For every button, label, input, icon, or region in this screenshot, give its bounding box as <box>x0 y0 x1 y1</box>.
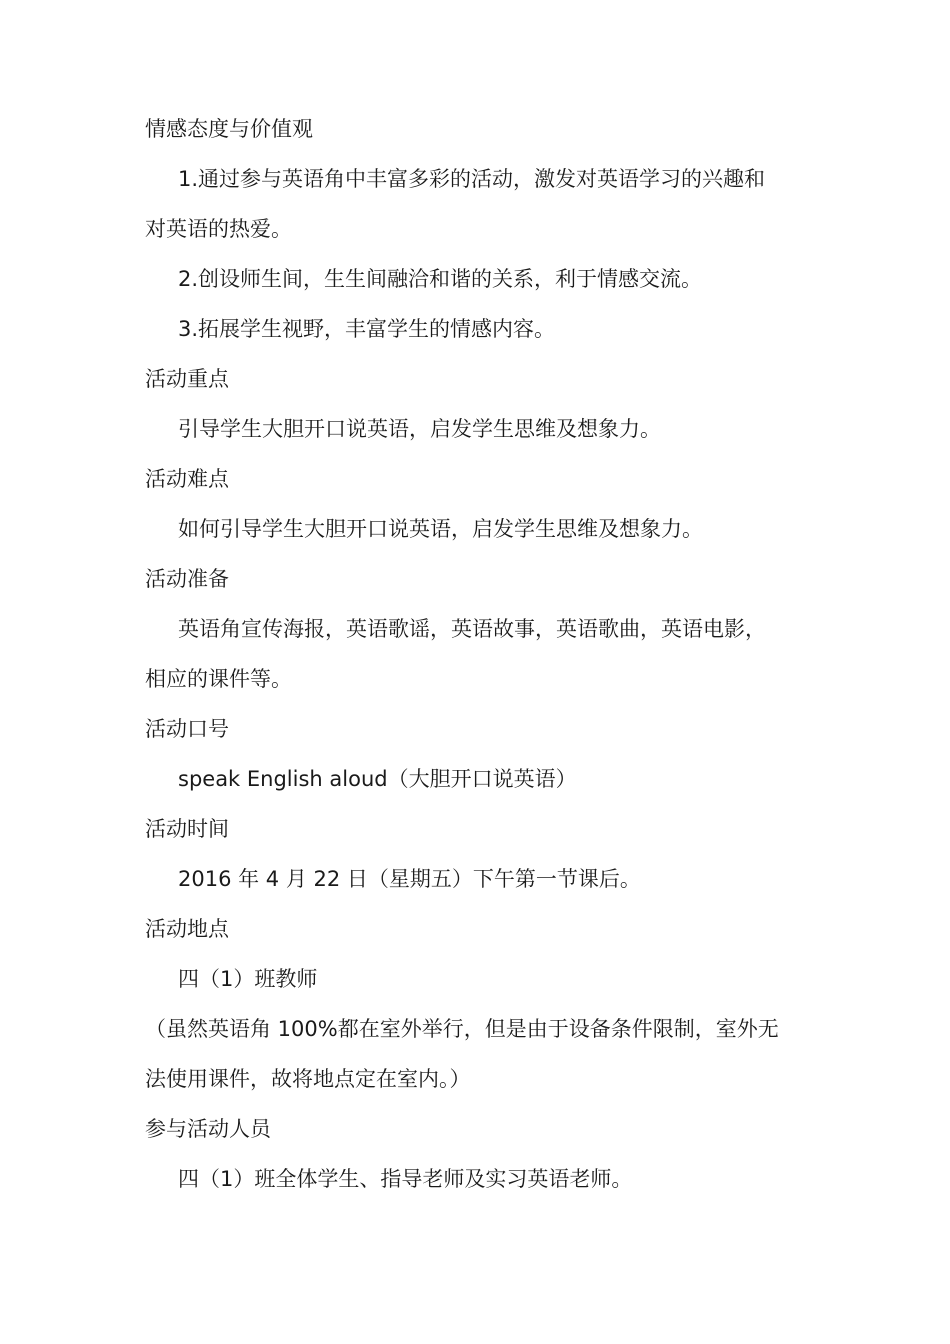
paragraph-line: 2016 年 4 月 22 日（星期五）下午第一节课后。 <box>178 867 641 891</box>
heading-time: 活动时间 <box>145 817 229 841</box>
paragraph-line: 相应的课件等。 <box>145 667 292 691</box>
paragraph-line: 2.创设师生间，生生间融洽和谐的关系，利于情感交流。 <box>178 267 703 291</box>
paragraph-line: 如何引导学生大胆开口说英语，启发学生思维及想象力。 <box>178 517 703 541</box>
paragraph-line: speak English aloud（大胆开口说英语） <box>178 767 577 791</box>
paragraph-line: 法使用课件，故将地点定在室内。） <box>145 1067 471 1091</box>
document-body <box>145 104 815 1204</box>
paragraph-line: 英语角宣传海报，英语歌谣，英语故事，英语歌曲，英语电影， <box>178 617 766 641</box>
paragraph-line: 引导学生大胆开口说英语，启发学生思维及想象力。 <box>178 417 661 441</box>
heading-slogan: 活动口号 <box>145 717 229 741</box>
heading-preparation: 活动准备 <box>145 567 229 591</box>
paragraph-line: 四（1）班教师 <box>178 967 318 991</box>
heading-difficulty: 活动难点 <box>145 467 229 491</box>
paragraph-line: 四（1）班全体学生、指导老师及实习英语老师。 <box>178 1167 633 1191</box>
heading-key-point: 活动重点 <box>145 367 229 391</box>
paragraph-line: 对英语的热爱。 <box>145 217 292 241</box>
heading-participants: 参与活动人员 <box>145 1117 271 1141</box>
paragraph-line: 3.拓展学生视野，丰富学生的情感内容。 <box>178 317 556 341</box>
paragraph-line: 1.通过参与英语角中丰富多彩的活动，激发对英语学习的兴趣和 <box>178 167 766 191</box>
paragraph-line: （虽然英语角 100%都在室外举行，但是由于设备条件限制，室外无 <box>145 1017 779 1041</box>
heading-location: 活动地点 <box>145 917 229 941</box>
heading-values: 情感态度与价值观 <box>145 117 313 141</box>
